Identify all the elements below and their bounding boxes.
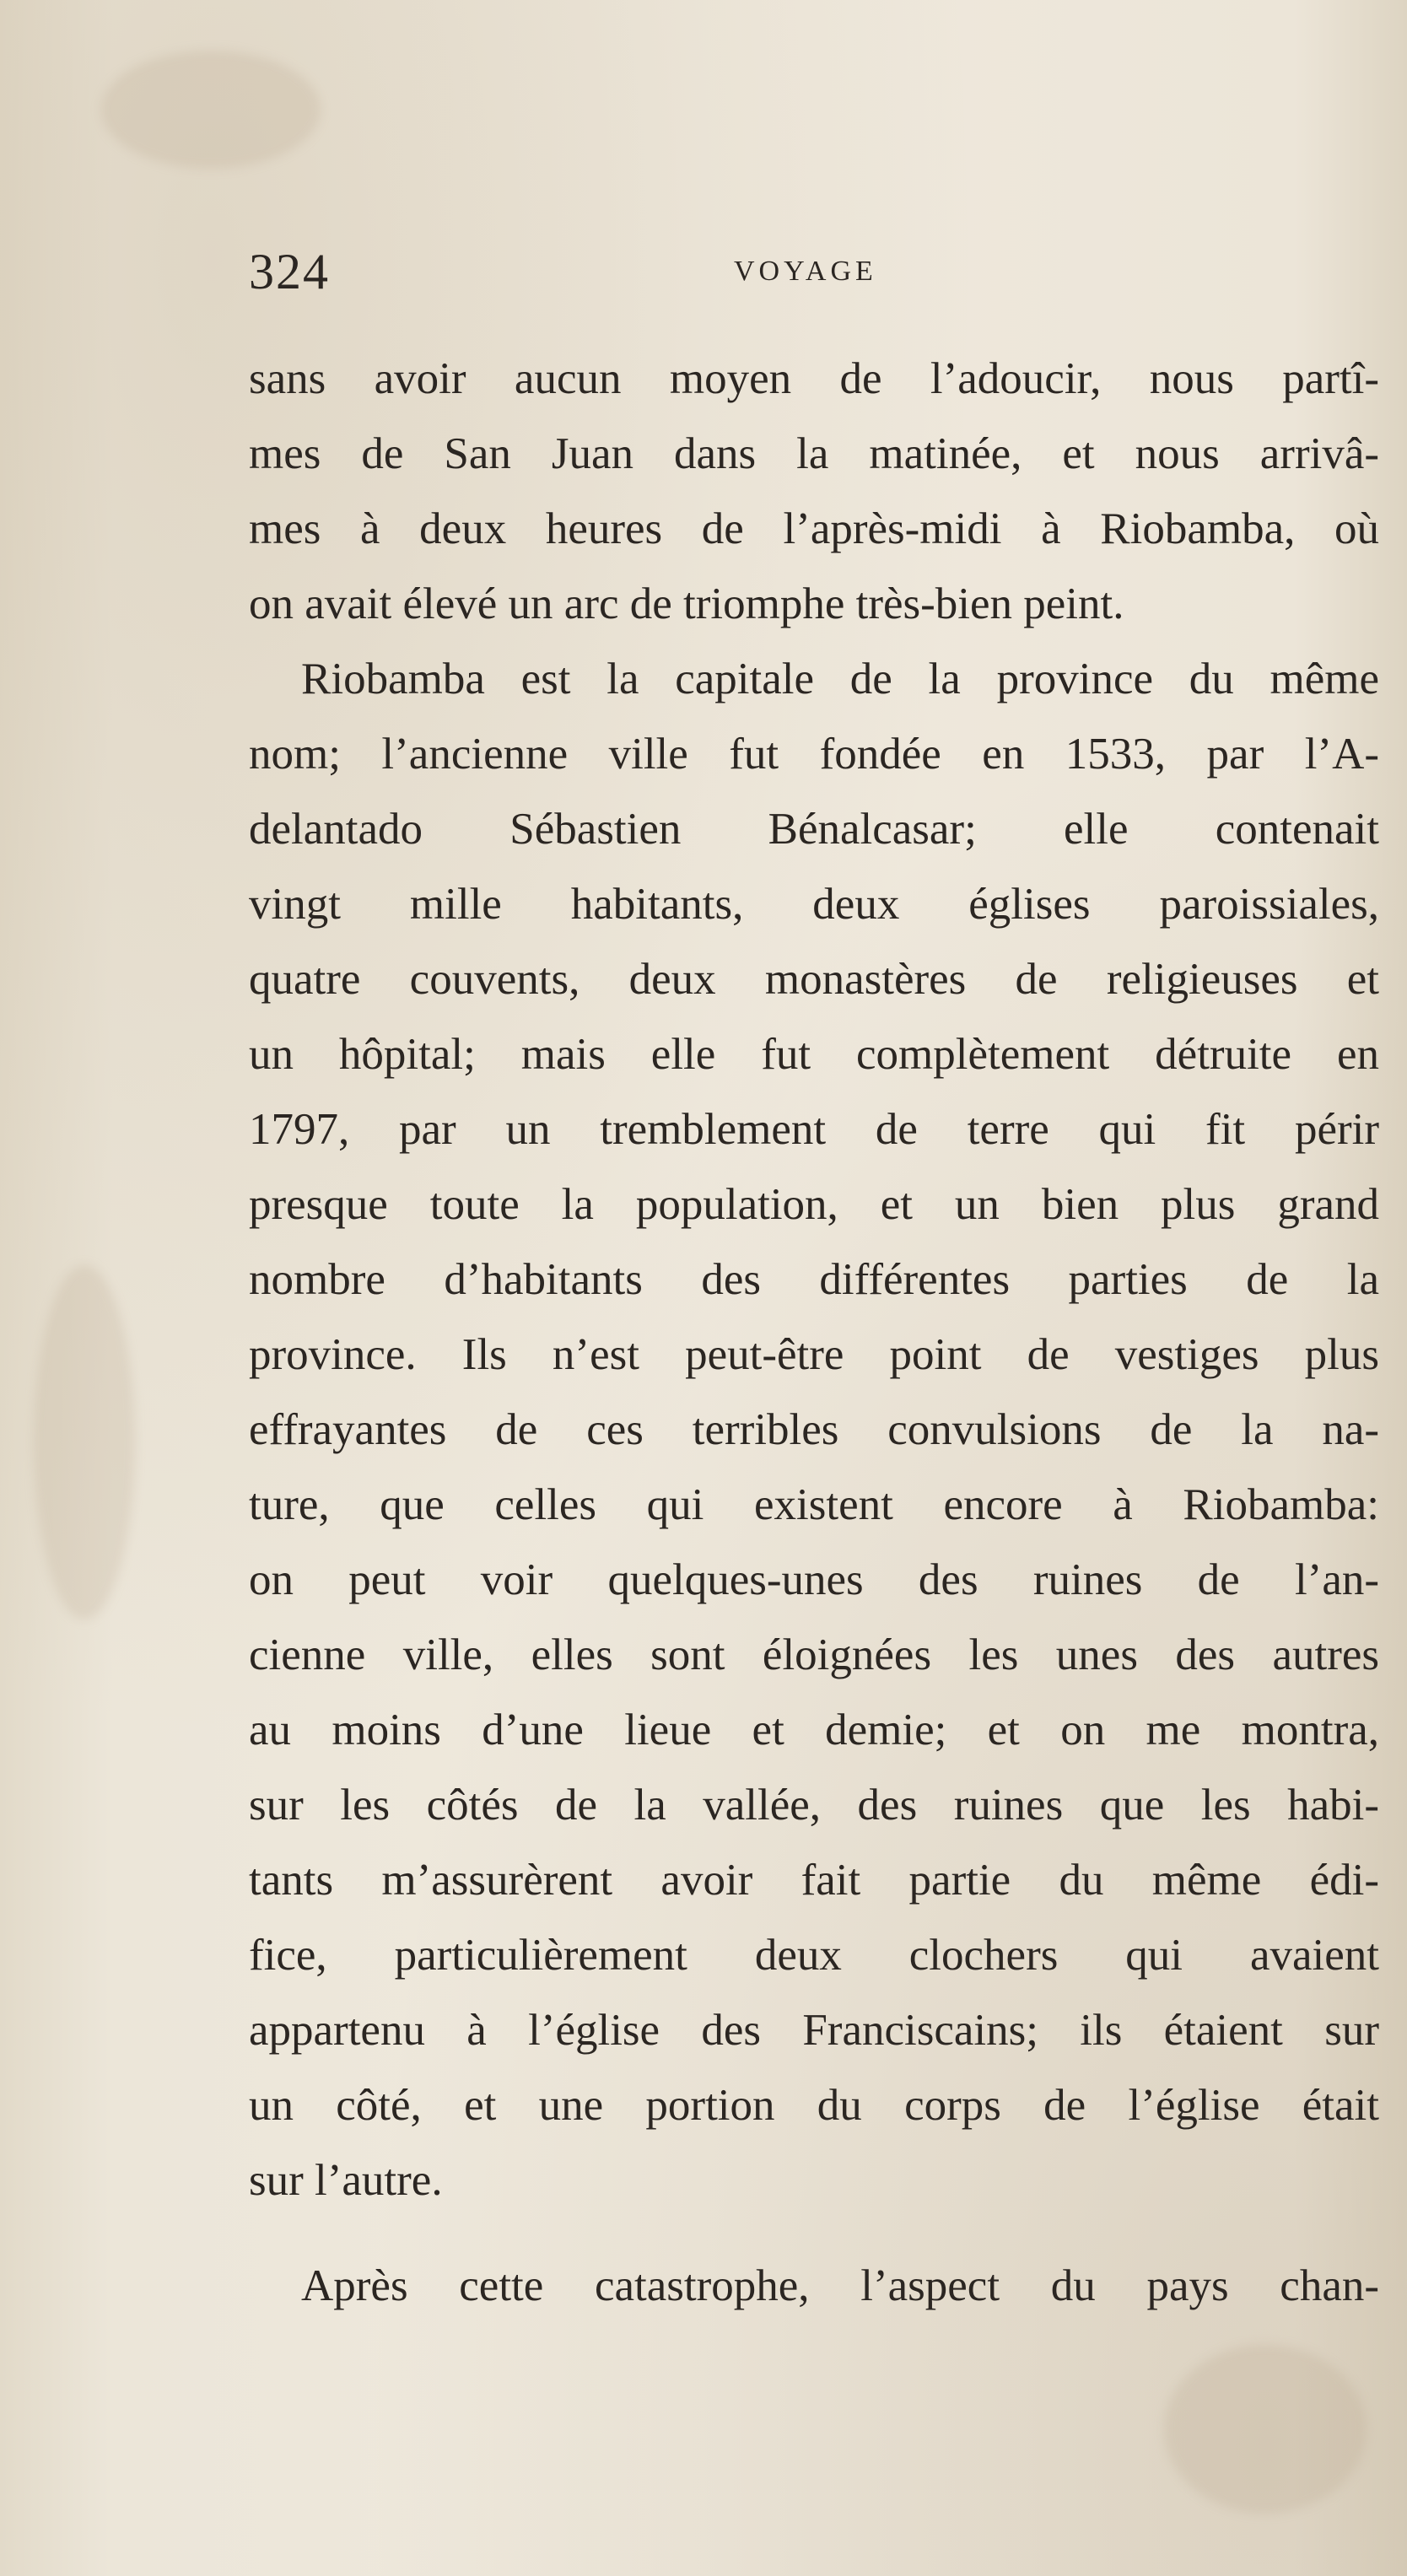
- text-line: un hôpital; mais elle fut complètement détruite en: [249, 1030, 1379, 1079]
- paper-stain: [101, 51, 321, 169]
- paragraph: [249, 642, 1379, 2218]
- text-line: cienne ville, elles sont éloignées les unes des autres: [249, 1630, 1379, 1679]
- text-line: fice, particulièrement deux clochers qui avaient: [249, 1931, 1379, 1980]
- running-head-title: VOYAGE: [734, 256, 877, 287]
- paragraph: [249, 2249, 1379, 2324]
- text-line: au moins d’une lieue et demie; et on me montra,: [249, 1706, 1379, 1754]
- paper-stain: [1164, 2345, 1367, 2514]
- text-line: un côté, et une portion du corps de l’église était: [249, 2081, 1379, 2130]
- page-number: 324: [249, 244, 330, 299]
- text-line: on avait élevé un arc de triomphe très-bien peint.: [249, 579, 1124, 628]
- text-line: quatre couvents, deux monastères de religieuses et: [249, 955, 1379, 1004]
- text-line: vingt mille habitants, deux églises paroissiales,: [249, 880, 1379, 929]
- text-line: mes à deux heures de l’après-midi à Riobamba, où: [249, 504, 1379, 553]
- text-line: effrayantes de ces terribles convulsions de la na-: [249, 1405, 1379, 1454]
- text-line: mes de San Juan dans la matinée, et nous arrivâ-: [249, 429, 1379, 478]
- text-line: sur l’autre.: [249, 2156, 443, 2205]
- text-line: 1797, par un tremblement de terre qui fit périr: [249, 1105, 1379, 1154]
- text-line: presque toute la population, et un bien plus grand: [249, 1180, 1379, 1229]
- text-line: Après cette catastrophe, l’aspect du pays chan-: [301, 2261, 1379, 2310]
- text-line: nombre d’habitants des différentes parties de la: [249, 1255, 1379, 1304]
- text-line: sans avoir aucun moyen de l’adoucir, nous partî-: [249, 354, 1379, 403]
- text-line: ture, que celles qui existent encore à Riobamba:: [249, 1480, 1379, 1529]
- paragraph: [249, 342, 1379, 642]
- text-line: delantado Sébastien Bénalcasar; elle contenait: [249, 805, 1379, 854]
- paper-stain: [34, 1265, 135, 1619]
- text-line: on peut voir quelques-unes des ruines de l’an-: [249, 1555, 1379, 1604]
- body-text: [249, 342, 1379, 2324]
- text-line: province. Ils n’est peut-être point de vestiges plus: [249, 1330, 1379, 1379]
- running-head: [249, 238, 1379, 305]
- text-line: nom; l’ancienne ville fut fondée en 1533, par l’A-: [249, 730, 1379, 779]
- text-line: sur les côtés de la vallée, des ruines que les habi-: [249, 1781, 1379, 1830]
- text-line: appartenu à l’église des Franciscains; ils étaient sur: [249, 2006, 1379, 2055]
- text-line: Riobamba est la capitale de la province du même: [301, 655, 1379, 703]
- text-line: tants m’assurèrent avoir fait partie du même édi-: [249, 1856, 1379, 1905]
- paragraph-spacer: [249, 2218, 1379, 2249]
